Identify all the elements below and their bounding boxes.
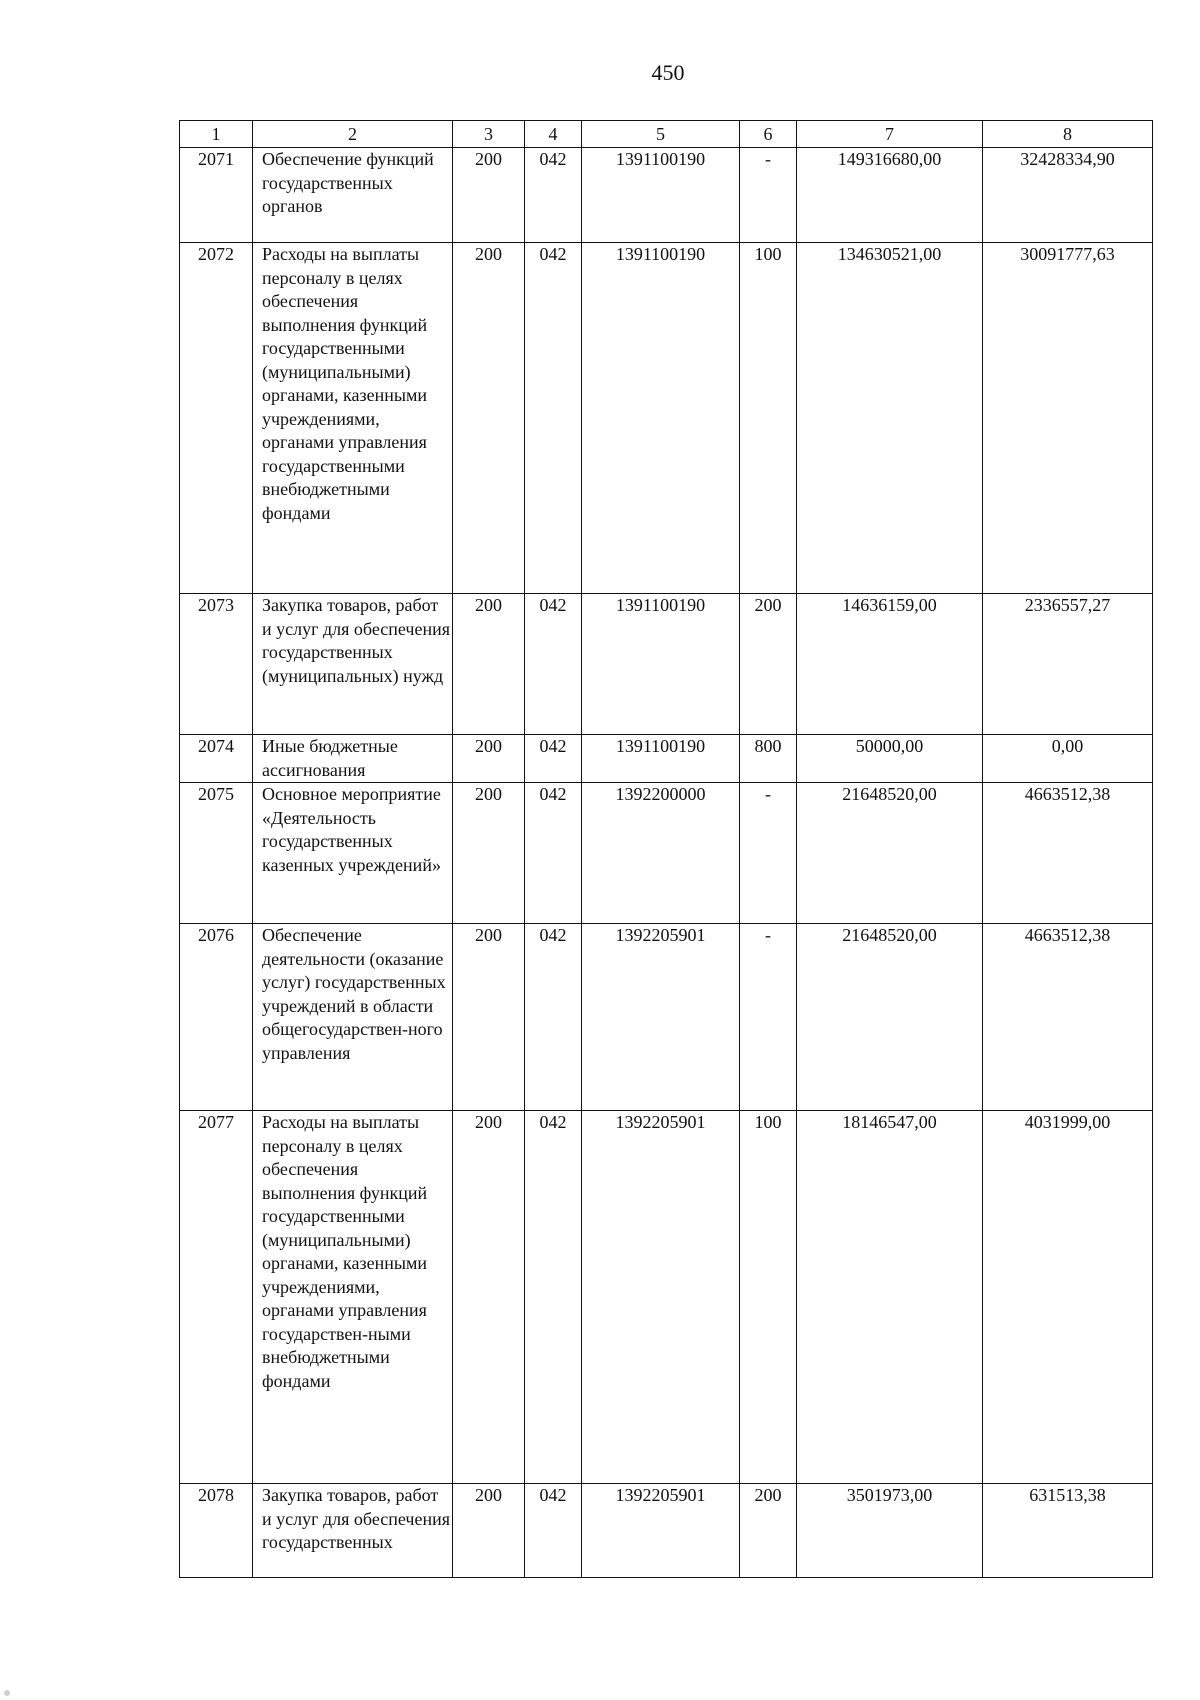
cell-col7: 50000,00 xyxy=(797,735,983,783)
row-name: Расходы на выплаты персоналу в целях обеспечения выполнения функций государственными (муниципальными) органами, казенными учреждениями, органами управления государственными внебюджетными фондами xyxy=(253,243,453,594)
row-id: 2073 xyxy=(180,594,253,735)
cell-col6: 800 xyxy=(740,735,797,783)
column-header: 6 xyxy=(740,121,797,148)
scan-speck xyxy=(4,1690,10,1696)
table-row xyxy=(180,783,1153,924)
cell-col3: 200 xyxy=(453,1484,525,1578)
cell-col8: 631513,38 xyxy=(983,1484,1153,1578)
cell-col7: 21648520,00 xyxy=(797,783,983,924)
cell-col4: 042 xyxy=(525,594,582,735)
column-header: 7 xyxy=(797,121,983,148)
cell-col3: 200 xyxy=(453,243,525,594)
cell-col8: 4663512,38 xyxy=(983,924,1153,1111)
column-header: 8 xyxy=(983,121,1153,148)
cell-col4: 042 xyxy=(525,243,582,594)
table-row xyxy=(180,1484,1153,1578)
row-name: Закупка товаров, работ и услуг для обеспечения государственных (муниципальных) нужд xyxy=(253,594,453,735)
cell-col4: 042 xyxy=(525,1484,582,1578)
row-id: 2071 xyxy=(180,148,253,243)
row-id: 2077 xyxy=(180,1111,253,1484)
cell-col8: 4663512,38 xyxy=(983,783,1153,924)
column-header: 3 xyxy=(453,121,525,148)
row-id: 2076 xyxy=(180,924,253,1111)
cell-col4: 042 xyxy=(525,924,582,1111)
row-id: 2078 xyxy=(180,1484,253,1578)
cell-col4: 042 xyxy=(525,1111,582,1484)
table-row xyxy=(180,735,1153,783)
row-name: Расходы на выплаты персоналу в целях обеспечения выполнения функций государственными (муниципальными) органами, казенными учреждениями, органами управления государствен-ными внебюджетными фондами xyxy=(253,1111,453,1484)
cell-col3: 200 xyxy=(453,735,525,783)
cell-col5: 1392205901 xyxy=(582,924,740,1111)
cell-col3: 200 xyxy=(453,924,525,1111)
column-header: 5 xyxy=(582,121,740,148)
cell-col6: 100 xyxy=(740,1111,797,1484)
cell-col5: 1391100190 xyxy=(582,594,740,735)
cell-col3: 200 xyxy=(453,783,525,924)
cell-col4: 042 xyxy=(525,148,582,243)
cell-col8: 30091777,63 xyxy=(983,243,1153,594)
cell-col7: 14636159,00 xyxy=(797,594,983,735)
cell-col7: 149316680,00 xyxy=(797,148,983,243)
column-header: 2 xyxy=(253,121,453,148)
cell-col4: 042 xyxy=(525,735,582,783)
row-name: Обеспечение деятельности (оказание услуг) государственных учреждений в области общегосударствен-ного управления xyxy=(253,924,453,1111)
table-body xyxy=(180,121,1153,1578)
cell-col7: 18146547,00 xyxy=(797,1111,983,1484)
column-number-row xyxy=(180,121,1153,148)
cell-col5: 1391100190 xyxy=(582,735,740,783)
cell-col6: 200 xyxy=(740,1484,797,1578)
cell-col3: 200 xyxy=(453,594,525,735)
cell-col8: 2336557,27 xyxy=(983,594,1153,735)
row-name: Иные бюджетные ассигнования xyxy=(253,735,453,783)
row-id: 2074 xyxy=(180,735,253,783)
column-header: 4 xyxy=(525,121,582,148)
row-name: Основное мероприятие «Деятельность государственных казенных учреждений» xyxy=(253,783,453,924)
table-row xyxy=(180,594,1153,735)
cell-col6: 100 xyxy=(740,243,797,594)
cell-col6: - xyxy=(740,924,797,1111)
row-name: Обеспечение функций государственных органов xyxy=(253,148,453,243)
cell-col8: 0,00 xyxy=(983,735,1153,783)
cell-col7: 134630521,00 xyxy=(797,243,983,594)
table-row xyxy=(180,148,1153,243)
row-id: 2072 xyxy=(180,243,253,594)
cell-col8: 4031999,00 xyxy=(983,1111,1153,1484)
cell-col8: 32428334,90 xyxy=(983,148,1153,243)
cell-col3: 200 xyxy=(453,1111,525,1484)
budget-table xyxy=(179,120,1153,1578)
cell-col5: 1391100190 xyxy=(582,148,740,243)
table-row xyxy=(180,1111,1153,1484)
table-row xyxy=(180,924,1153,1111)
cell-col5: 1391100190 xyxy=(582,243,740,594)
cell-col7: 3501973,00 xyxy=(797,1484,983,1578)
cell-col6: - xyxy=(740,783,797,924)
column-header: 1 xyxy=(180,121,253,148)
cell-col5: 1392200000 xyxy=(582,783,740,924)
row-id: 2075 xyxy=(180,783,253,924)
cell-col6: - xyxy=(740,148,797,243)
cell-col4: 042 xyxy=(525,783,582,924)
cell-col6: 200 xyxy=(740,594,797,735)
cell-col7: 21648520,00 xyxy=(797,924,983,1111)
table-row xyxy=(180,243,1153,594)
cell-col5: 1392205901 xyxy=(582,1111,740,1484)
row-name: Закупка товаров, работ и услуг для обеспечения государственных xyxy=(253,1484,453,1578)
cell-col5: 1392205901 xyxy=(582,1484,740,1578)
page-number: 450 xyxy=(651,60,685,85)
cell-col3: 200 xyxy=(453,148,525,243)
